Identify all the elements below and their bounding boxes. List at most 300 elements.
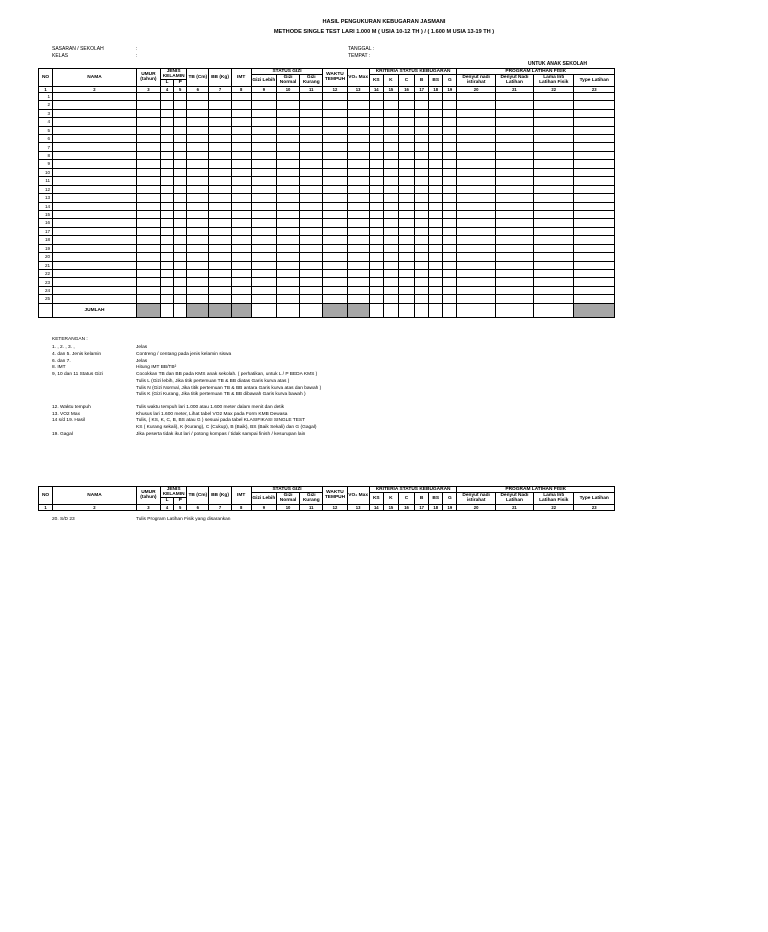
table-cell[interactable] [443,286,457,294]
table-cell[interactable] [231,160,251,168]
table-cell[interactable] [443,126,457,134]
table-cell[interactable] [574,135,615,143]
table-cell[interactable] [443,151,457,159]
table-cell[interactable] [495,295,533,303]
table-cell[interactable] [251,135,276,143]
table-cell[interactable] [300,278,323,286]
table-cell[interactable] [276,236,299,244]
table-cell[interactable] [174,168,187,176]
table-cell[interactable] [534,236,574,244]
table-cell[interactable] [495,194,533,202]
table-cell[interactable] [136,286,160,294]
table-cell[interactable] [187,219,209,227]
table-cell[interactable] [347,278,369,286]
table-cell[interactable] [276,168,299,176]
table-cell[interactable] [534,210,574,218]
table-cell[interactable] [174,185,187,193]
table-cell[interactable] [534,109,574,117]
table-cell[interactable] [251,227,276,235]
table-cell[interactable] [369,185,383,193]
table-cell[interactable] [443,295,457,303]
table-cell[interactable] [136,210,160,218]
table-cell[interactable] [383,177,398,185]
table-cell[interactable] [231,219,251,227]
table-cell[interactable] [457,177,495,185]
table-cell[interactable] [369,135,383,143]
table-cell[interactable] [443,101,457,109]
table-cell[interactable] [415,210,429,218]
table-cell[interactable] [347,109,369,117]
table-cell[interactable] [53,168,137,176]
table-cell[interactable] [495,151,533,159]
table-cell[interactable] [495,270,533,278]
table-cell[interactable] [300,253,323,261]
table-cell[interactable] [187,109,209,117]
table-cell[interactable] [347,168,369,176]
table-cell[interactable] [369,143,383,151]
table-cell[interactable] [574,118,615,126]
table-cell[interactable] [53,185,137,193]
table-cell[interactable] [574,278,615,286]
table-cell[interactable] [574,295,615,303]
table-cell[interactable] [209,202,231,210]
table-cell[interactable] [251,270,276,278]
table-cell[interactable] [347,143,369,151]
table-cell[interactable] [574,143,615,151]
table-cell[interactable] [574,227,615,235]
table-cell[interactable] [276,185,299,193]
table-cell[interactable] [415,143,429,151]
table-cell[interactable] [251,101,276,109]
table-cell[interactable] [415,168,429,176]
table-cell[interactable] [369,227,383,235]
table-cell[interactable] [300,286,323,294]
table-cell[interactable] [53,210,137,218]
table-cell[interactable] [231,101,251,109]
table-cell[interactable] [276,109,299,117]
table-cell[interactable] [383,244,398,252]
table-cell[interactable] [398,270,414,278]
table-cell[interactable] [347,185,369,193]
table-cell[interactable] [323,261,347,269]
table-cell[interactable] [369,210,383,218]
table-cell[interactable] [369,244,383,252]
table-cell[interactable] [443,160,457,168]
table-cell[interactable] [231,202,251,210]
table-cell[interactable] [231,270,251,278]
table-cell[interactable] [383,210,398,218]
table-cell[interactable] [383,278,398,286]
table-cell[interactable] [323,236,347,244]
table-cell[interactable] [161,236,174,244]
table-cell[interactable] [276,295,299,303]
table-cell[interactable] [574,92,615,100]
table-cell[interactable] [161,202,174,210]
table-cell[interactable] [231,126,251,134]
table-cell[interactable] [53,286,137,294]
table-cell[interactable] [443,261,457,269]
table-cell[interactable] [174,101,187,109]
table-cell[interactable] [53,194,137,202]
table-cell[interactable] [209,219,231,227]
table-cell[interactable] [187,244,209,252]
table-cell[interactable] [53,177,137,185]
table-cell[interactable] [231,227,251,235]
table-cell[interactable] [415,109,429,117]
table-cell[interactable] [136,151,160,159]
table-cell[interactable] [457,118,495,126]
table-cell[interactable] [161,92,174,100]
table-cell[interactable] [347,261,369,269]
table-cell[interactable] [209,126,231,134]
table-cell[interactable] [161,278,174,286]
table-cell[interactable] [300,168,323,176]
table-cell[interactable] [383,126,398,134]
table-cell[interactable] [209,227,231,235]
table-cell[interactable] [534,185,574,193]
table-cell[interactable] [209,244,231,252]
table-cell[interactable] [53,101,137,109]
table-cell[interactable] [323,244,347,252]
table-cell[interactable] [415,286,429,294]
table-cell[interactable] [415,151,429,159]
table-cell[interactable] [574,194,615,202]
table-cell[interactable] [136,295,160,303]
table-cell[interactable] [276,92,299,100]
table-cell[interactable] [429,219,443,227]
table-cell[interactable] [276,219,299,227]
table-cell[interactable] [495,286,533,294]
table-cell[interactable] [187,143,209,151]
table-cell[interactable] [231,278,251,286]
table-cell[interactable] [161,143,174,151]
table-cell[interactable] [300,143,323,151]
table-cell[interactable] [300,92,323,100]
table-cell[interactable] [174,244,187,252]
table-cell[interactable] [443,135,457,143]
table-cell[interactable] [534,227,574,235]
table-cell[interactable] [457,151,495,159]
table-cell[interactable] [187,185,209,193]
table-cell[interactable] [398,295,414,303]
table-cell[interactable] [369,194,383,202]
table-cell[interactable] [457,286,495,294]
table-cell[interactable] [429,101,443,109]
table-cell[interactable] [398,135,414,143]
table-cell[interactable] [398,185,414,193]
table-cell[interactable] [534,295,574,303]
table-cell[interactable] [534,202,574,210]
table-cell[interactable] [187,177,209,185]
table-cell[interactable] [457,92,495,100]
table-cell[interactable] [574,168,615,176]
table-cell[interactable] [323,278,347,286]
table-cell[interactable] [276,244,299,252]
table-cell[interactable] [369,109,383,117]
table-cell[interactable] [574,219,615,227]
table-cell[interactable] [495,168,533,176]
table-cell[interactable] [347,151,369,159]
table-cell[interactable] [415,92,429,100]
table-cell[interactable] [187,202,209,210]
table-cell[interactable] [383,92,398,100]
table-cell[interactable] [53,227,137,235]
table-cell[interactable] [187,168,209,176]
table-cell[interactable] [369,92,383,100]
table-cell[interactable] [300,118,323,126]
table-cell[interactable] [457,109,495,117]
table-cell[interactable] [187,160,209,168]
table-cell[interactable] [209,194,231,202]
table-cell[interactable] [415,194,429,202]
table-cell[interactable] [136,202,160,210]
table-cell[interactable] [398,219,414,227]
table-cell[interactable] [347,177,369,185]
table-cell[interactable] [174,126,187,134]
table-cell[interactable] [398,210,414,218]
table-cell[interactable] [495,227,533,235]
table-cell[interactable] [369,101,383,109]
table-cell[interactable] [415,227,429,235]
table-cell[interactable] [161,168,174,176]
table-cell[interactable] [457,244,495,252]
table-cell[interactable] [383,101,398,109]
table-cell[interactable] [209,143,231,151]
table-cell[interactable] [369,202,383,210]
table-cell[interactable] [251,295,276,303]
table-cell[interactable] [383,253,398,261]
table-cell[interactable] [383,194,398,202]
table-cell[interactable] [443,236,457,244]
table-cell[interactable] [136,118,160,126]
table-cell[interactable] [276,135,299,143]
table-cell[interactable] [300,101,323,109]
table-cell[interactable] [251,168,276,176]
table-cell[interactable] [251,219,276,227]
table-cell[interactable] [398,244,414,252]
table-cell[interactable] [251,109,276,117]
table-cell[interactable] [443,168,457,176]
table-cell[interactable] [347,194,369,202]
table-cell[interactable] [53,270,137,278]
table-cell[interactable] [457,126,495,134]
table-cell[interactable] [443,244,457,252]
table-cell[interactable] [369,236,383,244]
table-cell[interactable] [429,210,443,218]
table-cell[interactable] [53,151,137,159]
table-cell[interactable] [251,126,276,134]
table-cell[interactable] [574,151,615,159]
table-cell[interactable] [443,210,457,218]
table-cell[interactable] [174,210,187,218]
table-cell[interactable] [187,92,209,100]
table-cell[interactable] [323,202,347,210]
table-cell[interactable] [574,177,615,185]
table-cell[interactable] [429,286,443,294]
table-cell[interactable] [347,118,369,126]
table-cell[interactable] [383,168,398,176]
table-cell[interactable] [209,253,231,261]
table-cell[interactable] [323,286,347,294]
table-cell[interactable] [231,210,251,218]
table-cell[interactable] [495,143,533,151]
table-cell[interactable] [187,126,209,134]
table-cell[interactable] [136,168,160,176]
table-cell[interactable] [136,270,160,278]
table-cell[interactable] [174,270,187,278]
table-cell[interactable] [398,227,414,235]
table-cell[interactable] [209,286,231,294]
table-cell[interactable] [398,151,414,159]
table-cell[interactable] [161,286,174,294]
table-cell[interactable] [534,143,574,151]
table-cell[interactable] [534,270,574,278]
table-cell[interactable] [323,177,347,185]
table-cell[interactable] [187,253,209,261]
table-cell[interactable] [495,126,533,134]
table-cell[interactable] [429,168,443,176]
table-cell[interactable] [209,101,231,109]
table-cell[interactable] [534,194,574,202]
table-cell[interactable] [398,160,414,168]
table-cell[interactable] [187,118,209,126]
table-cell[interactable] [276,202,299,210]
table-cell[interactable] [534,219,574,227]
table-cell[interactable] [369,219,383,227]
table-cell[interactable] [231,109,251,117]
table-cell[interactable] [209,168,231,176]
table-cell[interactable] [323,295,347,303]
table-cell[interactable] [495,253,533,261]
table-cell[interactable] [136,109,160,117]
table-cell[interactable] [136,185,160,193]
table-cell[interactable] [53,261,137,269]
table-cell[interactable] [415,219,429,227]
table-cell[interactable] [457,101,495,109]
table-cell[interactable] [457,135,495,143]
table-cell[interactable] [276,253,299,261]
table-cell[interactable] [429,118,443,126]
table-cell[interactable] [174,261,187,269]
table-cell[interactable] [495,109,533,117]
table-cell[interactable] [457,202,495,210]
table-cell[interactable] [251,151,276,159]
table-cell[interactable] [136,101,160,109]
table-cell[interactable] [347,126,369,134]
table-cell[interactable] [53,253,137,261]
table-cell[interactable] [231,194,251,202]
table-cell[interactable] [53,202,137,210]
table-cell[interactable] [429,244,443,252]
table-cell[interactable] [323,118,347,126]
table-cell[interactable] [187,194,209,202]
table-cell[interactable] [534,278,574,286]
table-cell[interactable] [161,219,174,227]
table-cell[interactable] [369,168,383,176]
table-cell[interactable] [429,135,443,143]
table-cell[interactable] [443,227,457,235]
table-cell[interactable] [53,236,137,244]
table-cell[interactable] [457,219,495,227]
table-cell[interactable] [209,270,231,278]
table-cell[interactable] [251,210,276,218]
table-cell[interactable] [495,261,533,269]
table-cell[interactable] [187,286,209,294]
table-cell[interactable] [574,126,615,134]
table-cell[interactable] [383,202,398,210]
table-cell[interactable] [457,295,495,303]
table-cell[interactable] [251,143,276,151]
table-cell[interactable] [369,270,383,278]
table-cell[interactable] [209,160,231,168]
table-cell[interactable] [383,219,398,227]
table-cell[interactable] [495,185,533,193]
table-cell[interactable] [574,185,615,193]
table-cell[interactable] [251,92,276,100]
table-cell[interactable] [574,286,615,294]
table-cell[interactable] [174,295,187,303]
table-cell[interactable] [574,202,615,210]
table-cell[interactable] [174,135,187,143]
table-cell[interactable] [174,286,187,294]
table-cell[interactable] [231,118,251,126]
table-cell[interactable] [495,210,533,218]
table-cell[interactable] [300,236,323,244]
table-cell[interactable] [495,101,533,109]
table-cell[interactable] [323,210,347,218]
table-cell[interactable] [495,219,533,227]
table-cell[interactable] [209,118,231,126]
table-cell[interactable] [276,194,299,202]
table-cell[interactable] [415,244,429,252]
table-cell[interactable] [231,261,251,269]
table-cell[interactable] [443,278,457,286]
table-cell[interactable] [174,253,187,261]
table-cell[interactable] [443,253,457,261]
table-cell[interactable] [136,261,160,269]
table-cell[interactable] [347,270,369,278]
table-cell[interactable] [398,236,414,244]
table-cell[interactable] [398,177,414,185]
table-cell[interactable] [251,118,276,126]
table-cell[interactable] [174,160,187,168]
table-cell[interactable] [429,109,443,117]
table-cell[interactable] [398,109,414,117]
table-cell[interactable] [415,236,429,244]
table-cell[interactable] [323,160,347,168]
table-cell[interactable] [251,236,276,244]
table-cell[interactable] [251,286,276,294]
table-cell[interactable] [383,236,398,244]
table-cell[interactable] [369,151,383,159]
table-cell[interactable] [457,253,495,261]
table-cell[interactable] [369,278,383,286]
table-cell[interactable] [276,118,299,126]
table-cell[interactable] [574,244,615,252]
table-cell[interactable] [174,219,187,227]
table-cell[interactable] [161,227,174,235]
table-cell[interactable] [251,244,276,252]
table-cell[interactable] [534,160,574,168]
table-cell[interactable] [53,109,137,117]
table-cell[interactable] [323,270,347,278]
table-cell[interactable] [415,202,429,210]
table-cell[interactable] [323,126,347,134]
table-cell[interactable] [534,177,574,185]
table-cell[interactable] [136,227,160,235]
table-cell[interactable] [136,143,160,151]
table-cell[interactable] [174,194,187,202]
